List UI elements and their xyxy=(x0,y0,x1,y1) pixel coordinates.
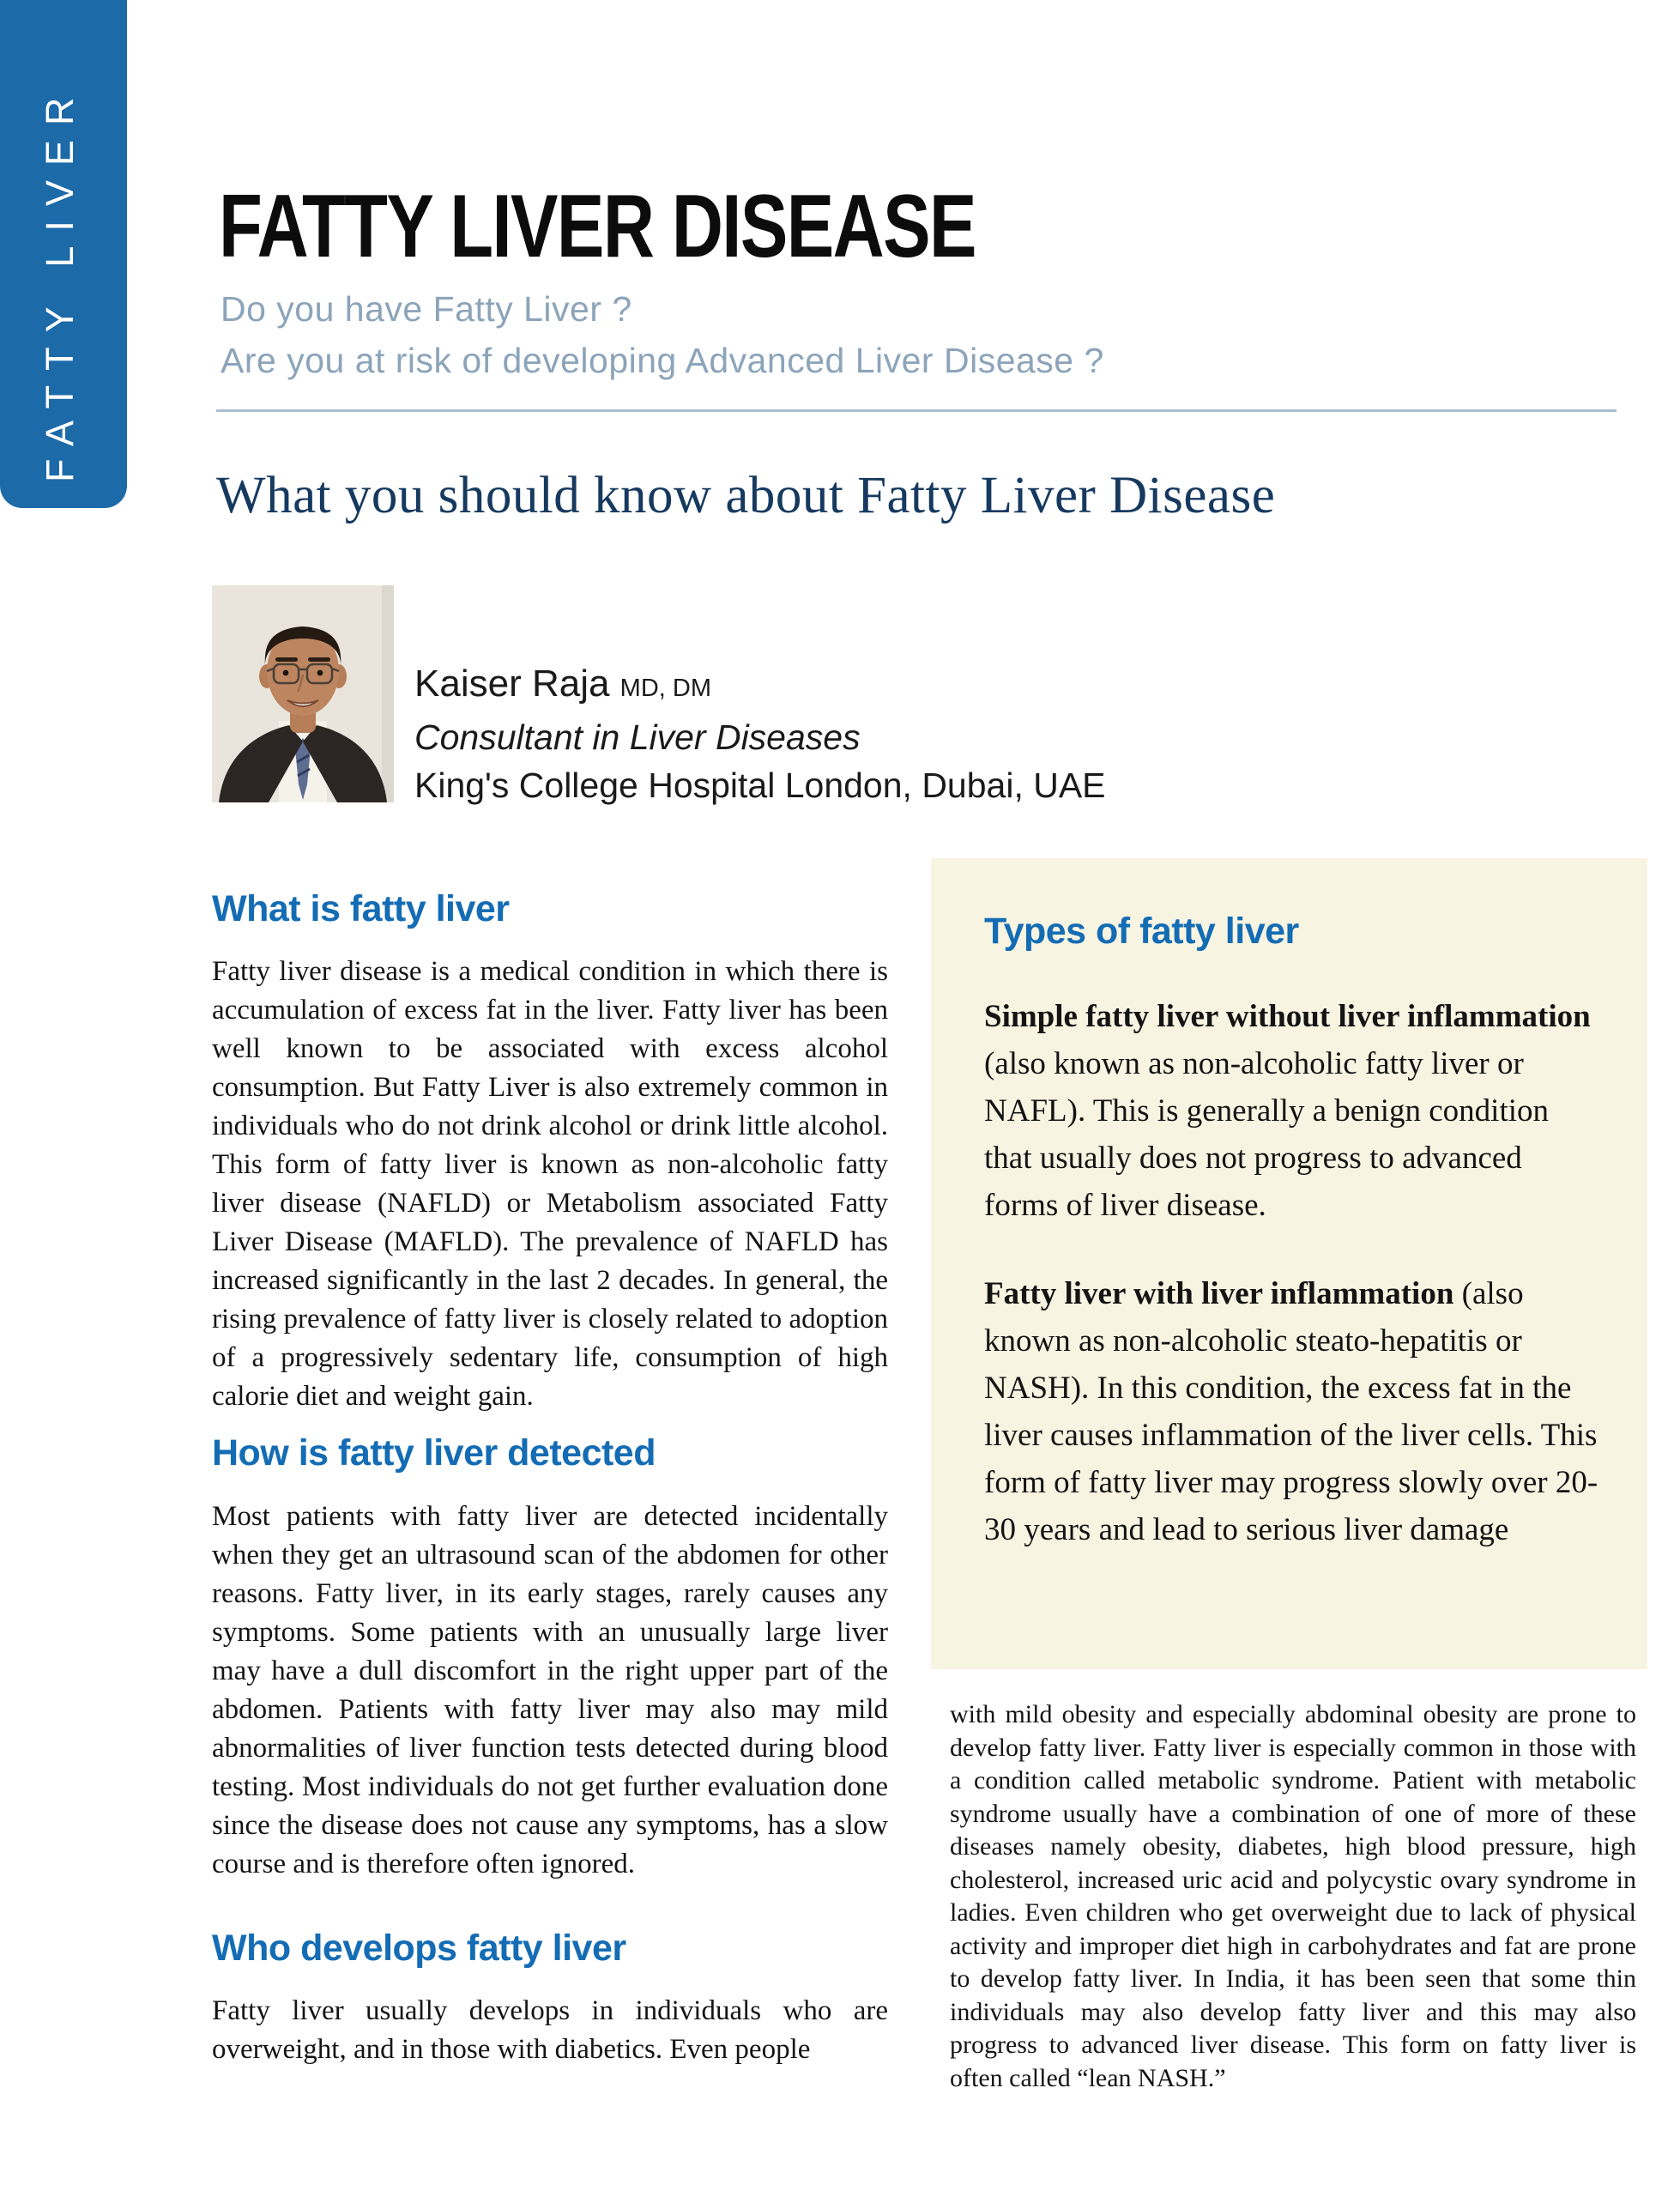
author-photo xyxy=(212,585,394,802)
author-role: Consultant in Liver Diseases xyxy=(414,717,861,757)
box-paragraph-simple-fatty-liver xyxy=(984,993,1599,1229)
continuation-paragraph: with mild obesity and especially abdominal obesity are prone to develop fatty liver. Fatty liver is especially common in those with a condition called metabolic syndrome. Patient with metabolic syndrome usually have a combination of one of more of these diseases namely obesity, diabetes, high blood pressure, high cholesterol, increased uric acid and polycystic ovary syndrome in ladies. Even children who get overweight due to lack of physical activity and improper diet high in carbohydrates and fat are prone to develop fatty liver. In India, it has been seen that some thin individuals may also develop fatty liver and this may also progress to advanced liver disease. This form on fatty liver is often called “lean NASH.” xyxy=(950,1700,1636,2092)
author-affiliation: King's College Hospital London, Dubai, UAE xyxy=(414,766,1106,805)
section-heading: What you should know about Fatty Liver Disease xyxy=(216,467,1276,524)
author-block xyxy=(414,659,1106,809)
eye xyxy=(283,670,289,676)
box-heading: Types of fatty liver xyxy=(984,911,1299,952)
subtitle-line-1: Do you have Fatty Liver ? xyxy=(221,289,632,329)
eyebrow xyxy=(275,657,298,662)
author-credentials: MD, DM xyxy=(619,675,711,702)
box-paragraph-rest: (also known as non-alcoholic fatty liver or NAFL). This is generally a benign condition that usually does not progress to advanced forms of liver disease. xyxy=(984,1046,1550,1224)
header-divider xyxy=(216,409,1617,412)
types-of-fatty-liver-box xyxy=(931,858,1647,1669)
heading-how-is-fatty-liver-detected: How is fatty liver detected xyxy=(212,1432,656,1474)
author-name-line xyxy=(414,659,1106,713)
box-paragraph-rest: (also known as non-alcoholic steato-hepatitis or NASH). In this condition, the excess fat in the liver causes inflammation of the liver cells. This form of fatty liver may progress slowly over 20-30 years and lead to serious liver damage xyxy=(984,1276,1598,1548)
eye xyxy=(317,670,323,676)
box-paragraph-lead: Simple fatty liver without liver inflammation xyxy=(984,999,1591,1035)
subtitle-line-2: Are you at risk of developing Advanced Liver Disease ? xyxy=(221,341,1104,381)
side-banner xyxy=(0,0,127,508)
eyebrow xyxy=(308,657,330,662)
right-column xyxy=(931,858,1647,2095)
box-paragraph-lead: Fatty liver with liver inflammation xyxy=(984,1276,1454,1312)
page-subtitle xyxy=(221,283,1104,387)
paragraph-what-is-fatty-liver: Fatty liver disease is a medical condition in which there is accumulation of excess fat in the liver. Fatty liver has been well known to be associated with excess alcohol consumption. But Fatty Liver is also extremely common in individuals who do not drink alcohol or drink little alcohol. This form of fatty liver is known as non-alcoholic fatty liver disease (NAFLD) or Metabolism associated Fatty Liver Disease (MAFLD). The prevalence of NAFLD has increased significantly in the last 2 decades. In general, the rising prevalence of fatty liver is closely related to adoption of a progressively sedentary life, consumption of high calorie diet and weight gain. xyxy=(212,956,888,1413)
paragraph-who-develops-fatty-liver: Fatty liver usually develops in individuals who are overweight, and in those with diabetics. Even people xyxy=(212,1994,888,2065)
heading-what-is-fatty-liver: What is fatty liver xyxy=(212,888,510,929)
page-title xyxy=(219,177,1164,276)
author-name: Kaiser Raja xyxy=(414,663,610,705)
heading-who-develops-fatty-liver: Who develops fatty liver xyxy=(212,1927,626,1969)
page-title-text: FATTY LIVER DISEASE xyxy=(219,177,976,276)
box-paragraph-fatty-liver-inflammation xyxy=(984,1270,1599,1553)
left-column xyxy=(212,875,888,2069)
paragraph-how-is-fatty-liver-detected: Most patients with fatty liver are detected incidentally when they get an ultrasound scan of the abdomen for other reasons. Fatty liver, in its early stages, rarely causes any symptoms. Some patients with an unusually large liver may have a dull discomfort in the right upper part of the abdomen. Patients with fatty liver may also may mild abnormalities of liver function tests detected during blood testing. Most individuals do not get further evaluation done since the disease does not cause any symptoms, has a slow course and is therefore often ignored. xyxy=(212,1500,888,1879)
side-banner-label: FATTY LIVER xyxy=(38,82,82,482)
